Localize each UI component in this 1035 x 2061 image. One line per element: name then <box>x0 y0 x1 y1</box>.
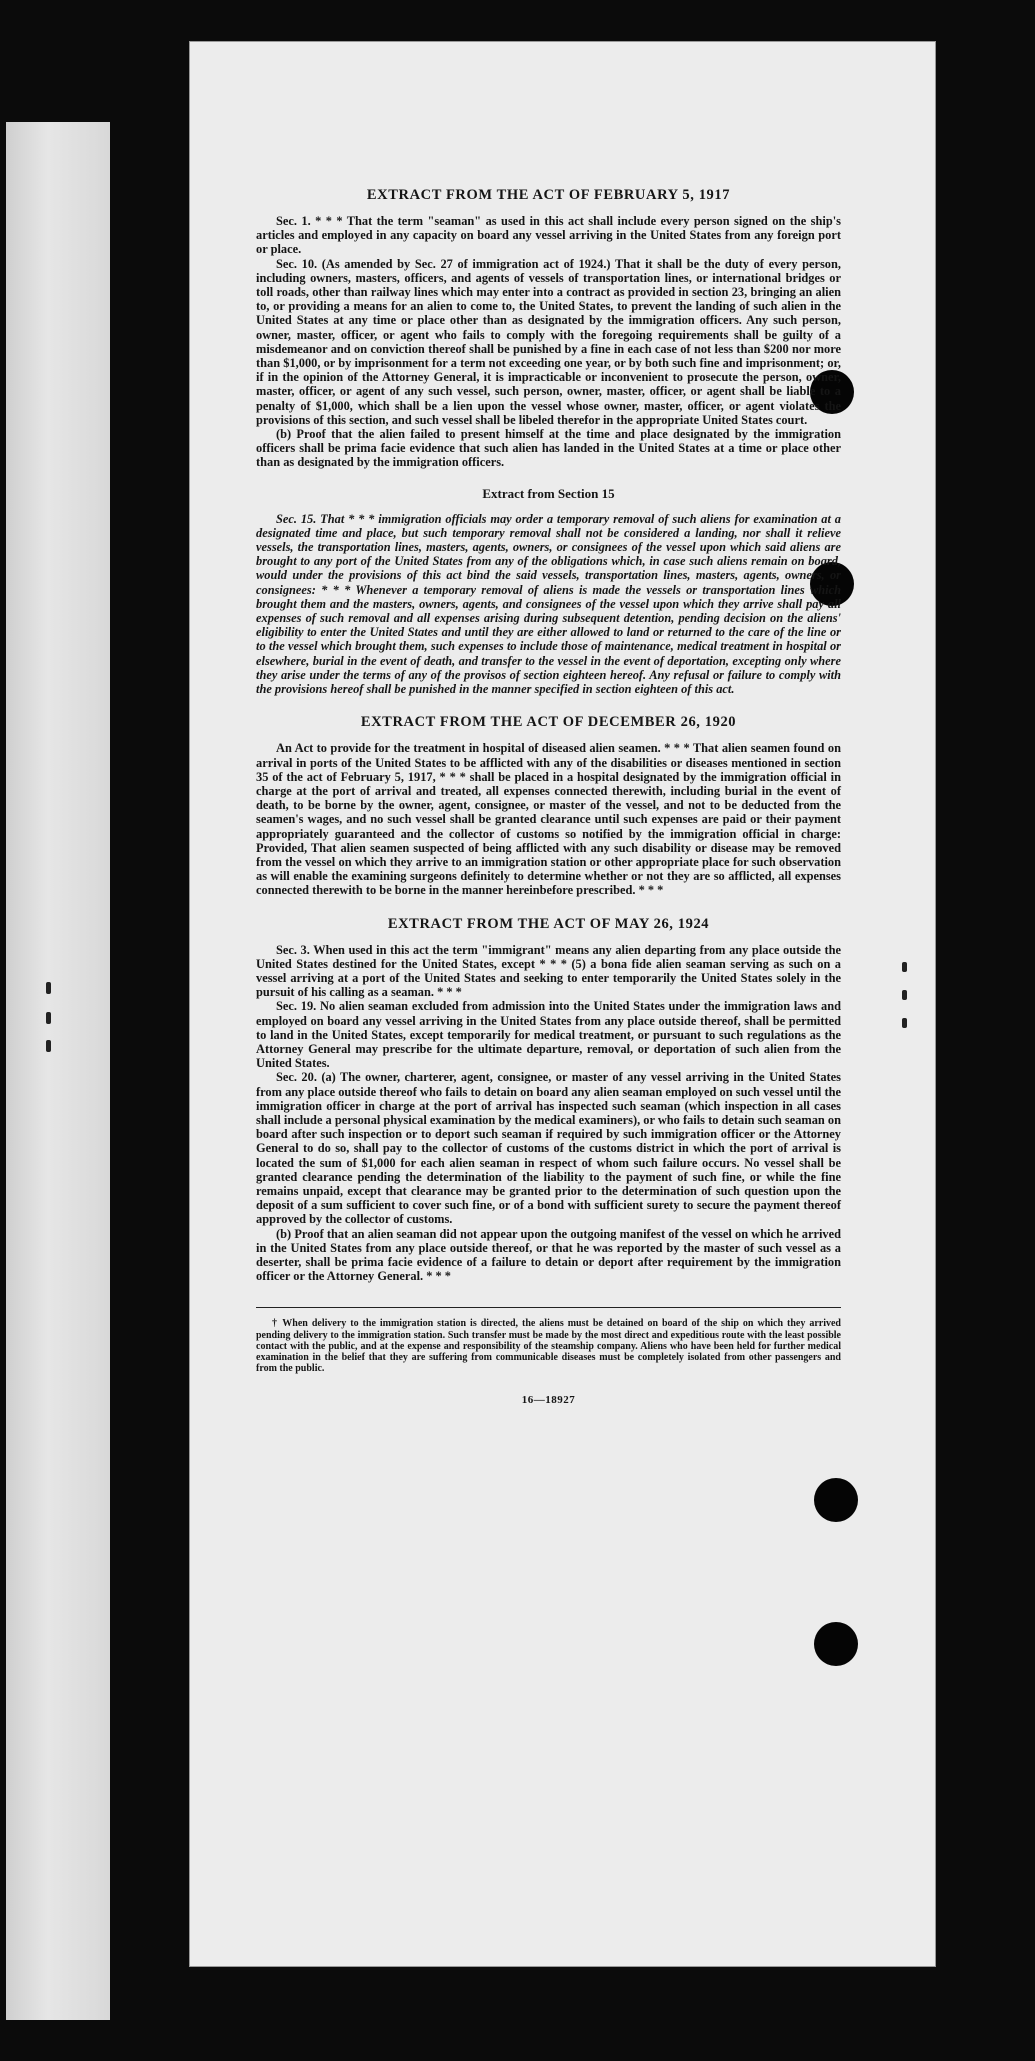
heading-act-1920: EXTRACT FROM THE ACT OF DECEMBER 26, 1920 <box>360 714 737 731</box>
footnote-divider <box>256 1307 841 1308</box>
punch-hole <box>814 1622 858 1666</box>
ink-mark <box>46 982 51 994</box>
paragraph-sec-20a: Sec. 20. (a) The owner, charterer, agent, consignee, or master of any vessel arriving in the United States from any place outside thereof who fails to detain on board any alien seaman employed on such vessel until the immigration officer in charge at the port of arrival has inspected such seaman (which inspection in all cases shall include a personal physical examination by the medical examiners), or who fails to detain such seaman on board after such inspection or to deport such seaman if required by such immigration officer or the Attorney General to do so, shall pay to the collector of customs of the customs district in which the port of arrival is located the sum of $1,000 for each alien seaman in respect of whom such failure occurs. No vessel shall be granted clearance pending the determination of the liability to the payment of such fine, or while the fine remains unpaid, except that clearance may be granted prior to the determination of such question upon the deposit of a sum sufficient to cover such fine, or of a bond with sufficient surety to secure the payment thereof approved by the collector of customs. <box>256 1070 841 1227</box>
paragraph-sec-3: Sec. 3. When used in this act the term "immigrant" means any alien departing from any place outside the United States destined for the United States, except * * * (5) a bona fide alien seaman serving as such on a vessel arriving at a port of the United States and seeking to enter temporarily the United States solely in the pursuit of his calling as a seaman. * * * <box>256 942 841 1000</box>
paragraph-sec-20b: (b) Proof that an alien seaman did not appear upon the outgoing manifest of the vessel on which he arrived in the United States from any place outside thereof, or that he was reported by the master of such vessel as a deserter, shall be prima facie evidence of a failure to detain or deport after requirement by the immigration officer or the Attorney General. * * * <box>256 1226 841 1284</box>
document-body <box>256 187 841 1406</box>
edge-marks <box>902 962 907 1046</box>
paragraph-sec-1: Sec. 1. * * * That the term "seaman" as used in this act shall include every person signed on the ship's articles and employed in any capacity on board any vessel arriving in the United States from any foreign port or place. <box>256 214 841 257</box>
paragraph-sec-15: Sec. 15. That * * * immigration officials may order a temporary removal of such aliens for examination at a designated time and place, but such temporary removal shall not be considered a landing, nor shall it relieve vessels, the transportation lines, masters, agents, owners, or consignees of the vessel upon which said aliens are brought to any port of the United States from any of the obligations which, in case such aliens remain on board, would under the provisions of this act bind the said vessels, transportation lines, masters, agents, owners, or consignees: * * * Whenever a temporary removal of aliens is made the vessels or transportation lines which brought them and the masters, owners, agents, and consignees of the vessel upon which they arrive shall pay all expenses of such removal and all expenses arising during subsequent detention, pending decision on the aliens' eligibility to enter the United States and until they are either allowed to land or returned to the care of the line or to the vessel which brought them, such expenses to include those of maintenance, medical treatment in hospital or elsewhere, burial in the event of death, and transfer to the vessel in the event of deportation, excepting only where they arise under the terms of any of the provisos of section eighteen hereof. Any refusal or failure to comply with the provisions hereof shall be punished in the manner specified in section eighteen of this act. <box>256 511 841 697</box>
paragraph-sec-19: Sec. 19. No alien seaman excluded from admission into the United States under the immigration laws and employed on board any vessel arriving in the United States from any place outside thereof, shall be permitted to land in the United States, except temporarily for medical treatment, or pursuant to such regulations as the Attorney General may prescribe for the ultimate departure, removal, or deportation of such alien from the United States. <box>256 999 841 1071</box>
ink-mark <box>46 1012 51 1024</box>
paragraph-sec-10b: (b) Proof that the alien failed to present himself at the time and place designated by the immigration officers shall be prima facie evidence that such alien has landed in the United States at a time or place other than as designated by the immigration officers. <box>256 427 841 470</box>
footnote: † When delivery to the immigration station is directed, the aliens must be detained on board of the ship on which they arrived pending delivery to the immigration station. Such transfer must be made by the most direct and expeditious route with the least possible contact with the public, and at the expense and responsibility of the steamship company. Aliens who have been held for further medical examination in the belief that they are suffering from communicable diseases must be completely isolated from other passengers and from the public. <box>256 1318 841 1375</box>
folio-number: 16—18927 <box>521 1394 576 1407</box>
back-sheet <box>6 122 110 2020</box>
punch-hole <box>814 1478 858 1522</box>
ink-mark <box>46 1040 51 1052</box>
paragraph-sec-10: Sec. 10. (As amended by Sec. 27 of immigration act of 1924.) That it shall be the duty of every person, including owners, masters, officers, and agents of vessels of transportation lines, or international bridges or toll roads, other than railway lines which may enter into a contract as provided in section 23, bringing an alien to, or providing a means for an alien to come to, the United States, to prevent the landing of such alien in the United States at any time or place other than as designated by the immigration officers. Any such person, owner, master, officer, or agent who fails to comply with the foregoing requirements shall be guilty of a misdemeanor and on conviction thereof shall be punished by a fine in each case of not less than $200 nor more than $1,000, or by imprisonment for a term not exceeding one year, or by both such fine and imprisonment; or, if in the opinion of the Attorney General, it is impracticable or inconvenient to prosecute the person, owner, master, officer, or agent of any such vessel, such person, owner, master, officer, or agent shall be liable to a penalty of $1,000, which shall be a lien upon the vessel whose owner, master, officer, or agent violates the provisions of this section, and such vessel shall be libeled therefor in the appropriate United States court. <box>256 256 841 427</box>
document-page <box>190 42 935 1966</box>
paragraph-act-1920: An Act to provide for the treatment in hospital of diseased alien seamen. * * * That alien seamen found on arrival in ports of the United States to be afflicted with any of the disabilities or diseases mentioned in section 35 of the act of February 5, 1917, * * * shall be placed in a hospital designated by the immigration official in charge at the port of arrival and treated, all expenses connected therewith, including burial in the event of death, to be borne by the owner, agent, consignee, or master of the vessel, and not to be deducted from the seamen's wages, and no such vessel shall be granted clearance until such expenses are paid or their payment appropriately guaranteed and the collector of customs so notified by the immigration official in charge: Provided, That alien seamen suspected of being afflicted with any such disability or disease may be removed from the vessel on which they arrive to an immigration station or other appropriate place for such observation as will enable the examining surgeons definitely to determine whether or not they are so afflicted, all expenses connected therewith to be borne in the manner hereinbefore prescribed. * * * <box>256 741 841 898</box>
heading-act-1917: EXTRACT FROM THE ACT OF FEBRUARY 5, 1917 <box>366 187 731 203</box>
heading-section-15: Extract from Section 15 <box>482 485 615 501</box>
heading-act-1924: EXTRACT FROM THE ACT OF MAY 26, 1924 <box>387 915 710 932</box>
